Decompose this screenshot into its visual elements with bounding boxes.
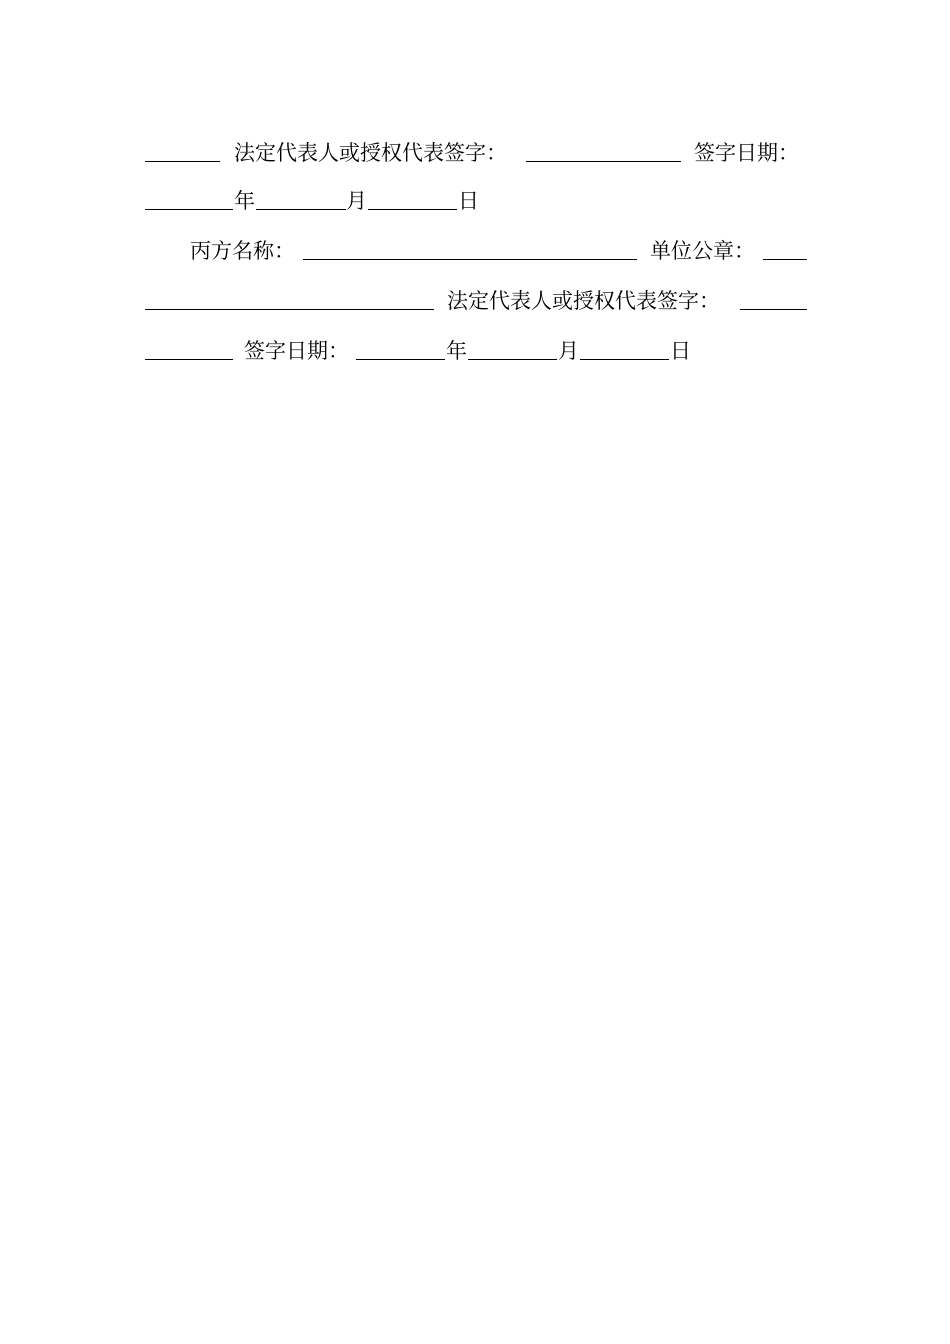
signature-blank-field[interactable] [740, 309, 807, 310]
year-label: 年 [234, 189, 255, 213]
year-label: 年 [446, 339, 467, 363]
party-c-name-line [145, 236, 807, 266]
unit-seal-blank-field[interactable] [763, 259, 807, 260]
signature-blank-field-continued[interactable] [145, 359, 233, 360]
party-c-signature-line [145, 286, 807, 316]
unit-seal-blank-field-continued[interactable] [145, 309, 434, 310]
legal-rep-signature-label: 法定代表人或授权代表签字： [447, 289, 720, 313]
unit-seal-label: 单位公章： [650, 239, 755, 263]
party-c-name-label: 丙方名称： [190, 239, 295, 263]
legal-rep-signature-label: 法定代表人或授权代表签字： [234, 141, 507, 165]
month-label: 月 [558, 339, 579, 363]
sign-date-label: 签字日期： [244, 339, 349, 363]
sign-date-label: 签字日期： [694, 141, 799, 165]
month-label: 月 [346, 189, 367, 213]
party-c-date-line [145, 336, 807, 366]
party-c-name-blank-field[interactable] [303, 259, 637, 260]
day-blank-field[interactable] [580, 359, 669, 360]
party-b-date-line [145, 186, 807, 216]
party-b-signature-line [145, 138, 807, 168]
month-blank-field[interactable] [468, 359, 557, 360]
blank-field[interactable] [145, 161, 220, 162]
year-blank-field[interactable] [145, 209, 233, 210]
year-blank-field[interactable] [356, 359, 445, 360]
month-blank-field[interactable] [256, 209, 346, 210]
day-label: 日 [458, 189, 479, 213]
day-blank-field[interactable] [368, 209, 457, 210]
day-label: 日 [670, 339, 691, 363]
signature-blank-field[interactable] [526, 161, 681, 162]
